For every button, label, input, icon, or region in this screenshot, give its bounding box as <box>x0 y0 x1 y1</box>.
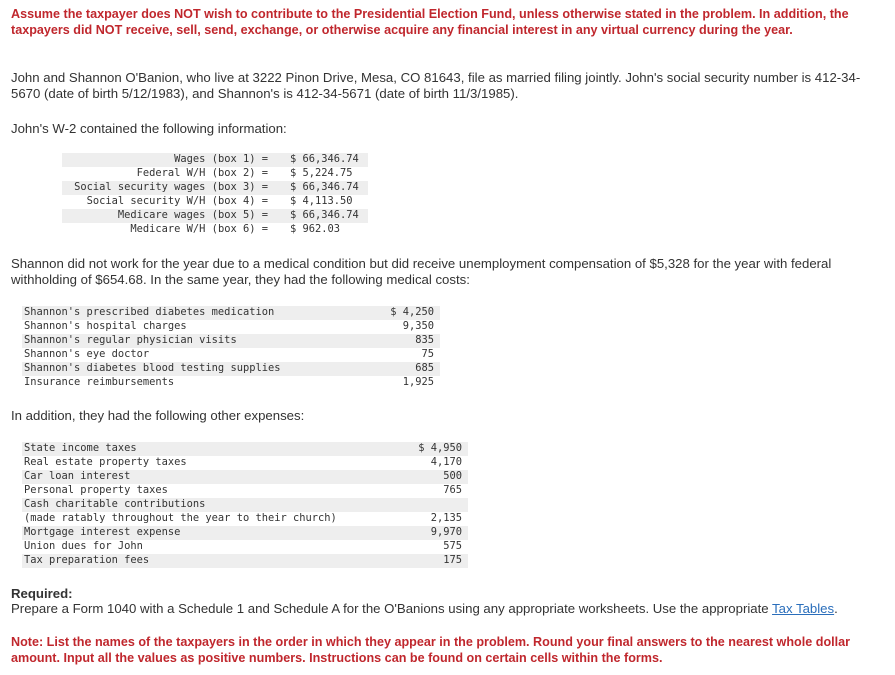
other-expense-row <box>22 540 468 554</box>
w2-row <box>62 209 368 223</box>
medical-row <box>22 362 440 376</box>
other-expense-row <box>22 554 468 568</box>
intro-note: Assume the taxpayer does NOT wish to contribute to the Presidential Election Fund, unless otherwise stated in the problem. In addition, the taxpayers did NOT receive, sell, send, exchange, or otherwise acquire any financial interest in any virtual currency during the year. <box>11 7 849 37</box>
w2-row-value: $ 962.03 <box>290 223 341 235</box>
other-expense-row <box>22 526 468 540</box>
medical-row-label: Shannon's diabetes blood testing supplies <box>24 362 281 374</box>
medical-row <box>22 376 440 390</box>
w2-intro: John's W-2 contained the following information: <box>11 121 287 136</box>
tax-tables-link[interactable]: Tax Tables <box>772 601 835 616</box>
other-expense-row-value: 575 <box>443 540 462 552</box>
medical-row-value: 1,925 <box>402 376 434 388</box>
unemployment-paragraph: Shannon did not work for the year due to a medical condition but did receive unemployment compensation of $5,328 for the year with federal withholding of $654.68. In the same year, they had the following medical costs: <box>11 256 832 287</box>
medical-row-label: Shannon's regular physician visits <box>24 334 237 346</box>
note: Note: List the names of the taxpayers in the order in which they appear in the problem. Round your final answers to the nearest whole dollar amount. Input all the values as positive numbers. Instructions can be found on certain cells within the forms. <box>11 635 851 665</box>
other-expense-row-label: Tax preparation fees <box>24 554 150 566</box>
w2-table <box>62 153 368 237</box>
w2-row-label: Federal W/H (box 2) = <box>136 167 268 179</box>
w2-row-label: Medicare wages (box 5) = <box>117 209 268 221</box>
other-expense-row-value: 4,170 <box>430 456 462 468</box>
other-expense-row-label: Mortgage interest expense <box>24 526 181 538</box>
medical-row-label: Shannon's prescribed diabetes medication <box>24 306 275 318</box>
w2-row-value: $ 5,224.75 <box>290 167 353 179</box>
medical-row-label: Shannon's eye doctor <box>24 348 150 360</box>
other-expense-row <box>22 498 468 512</box>
other-expense-row-value: $ 4,950 <box>418 442 462 454</box>
w2-row-label: Wages (box 1) = <box>174 153 268 165</box>
w2-row-label: Medicare W/H (box 6) = <box>130 223 268 235</box>
medical-costs-table <box>22 306 440 390</box>
other-expense-row-value: 500 <box>443 470 462 482</box>
w2-row <box>62 167 368 181</box>
w2-row <box>62 195 368 209</box>
w2-row <box>62 153 368 167</box>
w2-row-value: $ 4,113.50 <box>290 195 353 207</box>
medical-row-value: 685 <box>415 362 434 374</box>
other-expense-row-label: Real estate property taxes <box>24 456 187 468</box>
other-expense-row <box>22 456 468 470</box>
other-expense-row-label: Cash charitable contributions <box>24 498 206 510</box>
other-expense-row-label: Union dues for John <box>24 540 143 552</box>
other-expense-row-label: Personal property taxes <box>24 484 168 496</box>
other-expense-row-value: 9,970 <box>430 526 462 538</box>
w2-row-value: $ 66,346.74 <box>290 181 359 193</box>
required-text-body: Prepare a Form 1040 with a Schedule 1 and Schedule A for the O'Banions using any appropriate worksheets. Use the appropriate <box>11 601 773 616</box>
medical-row <box>22 334 440 348</box>
other-expenses-table <box>22 442 468 568</box>
w2-row-value: $ 66,346.74 <box>290 153 359 165</box>
other-expense-row-value: 175 <box>443 554 462 566</box>
other-expense-row-label: State income taxes <box>24 442 137 454</box>
medical-row-value: $ 4,250 <box>390 306 434 318</box>
required-heading: Required: <box>11 586 73 601</box>
other-expense-row <box>22 484 468 498</box>
other-expense-row-label: Car loan interest <box>24 470 131 482</box>
other-expense-row-label: (made ratably throughout the year to their church) <box>24 512 337 524</box>
other-expense-row-value: 765 <box>443 484 462 496</box>
medical-row <box>22 320 440 334</box>
other-expense-row <box>22 512 468 526</box>
medical-row-value: 835 <box>415 334 434 346</box>
w2-row-value: $ 66,346.74 <box>290 209 359 221</box>
w2-row-label: Social security wages (box 3) = <box>74 181 268 193</box>
medical-row <box>22 306 440 320</box>
other-expense-row-value: 2,135 <box>430 512 462 524</box>
w2-row <box>62 181 368 195</box>
other-expenses-intro: In addition, they had the following other expenses: <box>11 408 305 423</box>
taxpayers-paragraph: John and Shannon O'Banion, who live at 3222 Pinon Drive, Mesa, CO 81643, file as married filing jointly. John's social security number is 412-34-5670 (date of birth 5/12/1983), and Shannon's is 412-34-5671 (date of birth 11/3/1985). <box>11 70 861 101</box>
required-text-end: . <box>834 601 838 616</box>
medical-row-value: 75 <box>421 348 434 360</box>
medical-row-value: 9,350 <box>402 320 434 332</box>
w2-row-label: Social security W/H (box 4) = <box>86 195 268 207</box>
other-expense-row <box>22 442 468 456</box>
other-expense-row <box>22 470 468 484</box>
required-text <box>11 601 873 617</box>
w2-row <box>62 223 368 237</box>
medical-row <box>22 348 440 362</box>
medical-row-label: Insurance reimbursements <box>24 376 175 388</box>
medical-row-label: Shannon's hospital charges <box>24 320 187 332</box>
